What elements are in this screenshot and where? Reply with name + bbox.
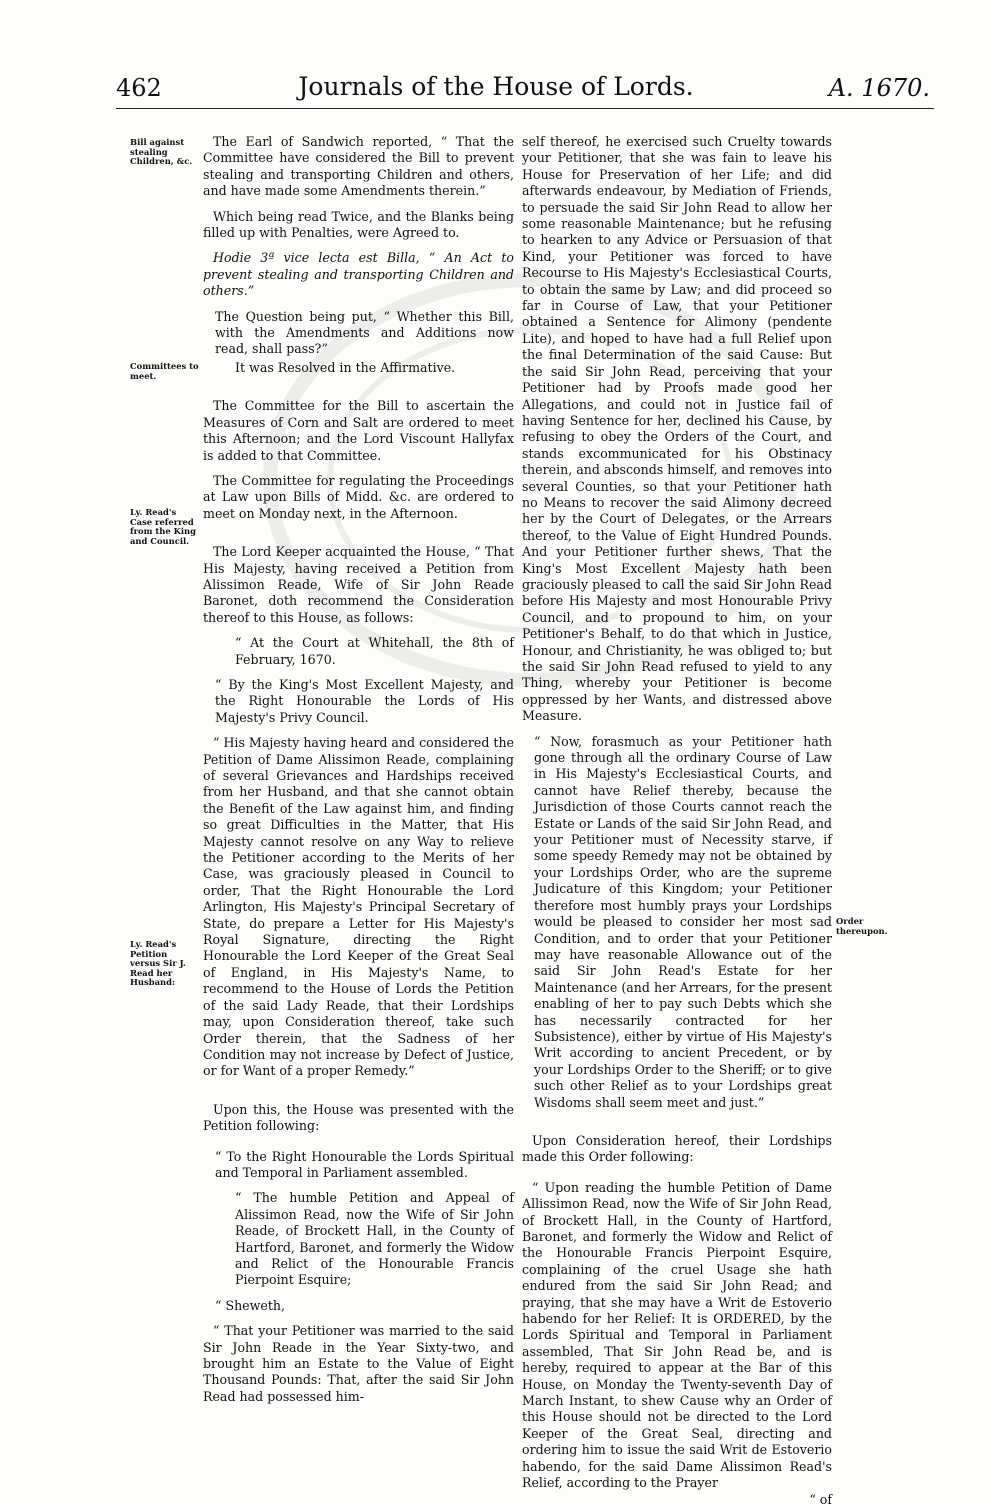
paragraph: self thereof, he exercised such Cruelty towards your Petitioner, that she was fain to leave his House for Preservation of her Life; and did afterwards endeavour, by Mediation of Friends, to persuade the said Sir John Read to allow her some reasonable Maintenance; but he refusing to hearken to any Advice or Persuasion of that Kind, your Petitioner was forced to have Recourse to His Majesty's Ecclesiastical Courts, to obtain the same by Law; and did proceed so far in Course of Law, that your Petitioner obtained a Sentence for Alimony (pendente Lite), and hoped to have had a full Relief upon the final Determination of the said Cause: But the said Sir John Read, perceiving that your Petitioner had by Proofs made good her Allegations, and could not in Justice fail of having Sentence for her, declined his Cause, by refusing to obey the Orders of the Court, and stands excommunicated for his Obstinacy therein, and absconds himself, and removes into several Counties, so that your Petitioner hath no Means to recover the said Alimony decreed her by the Court of Delegates, or the Arrears thereof, to the Value of Eight Hundred Pounds. And your Petitioner further shews, That the King's Most Excellent Majesty hath been graciously pleased to call the said Sir John Read before His Majesty and most Honourable Privy Council, and to propound to him, on your Petitioner's Behalf, to do that which in Justice, Honour, and Christianity, he was obliged to; but the said Sir John Read refused to yield to any Thing, whereby your Petitioner is become oppressed by her Wants, and distressed above Measure. [522,134,832,724]
paragraph: “ Upon reading the humble Petition of Dame Allissimon Read, now the Wife of Sir John Read, of Brockett Hall, in the County of Hartford, Baronet, and formerly the Widow and Relict of the Honourable Francis Pierpoint Esquire, complaining of the cruel Usage she hath endured from the said Sir John Read; and praying, that she may have a Writ de Estoverio habendo for her Relief: It is ORDERED, by the Lords Spiritual and Temporal in Parliament assembled, That Sir John Read be, and is hereby, required to appear at the Bar of this House, on Monday the Twenty-seventh Day of March Instant, to shew Cause why an Order of this House should not be directed to the Lord Keeper of the Great Seal, directing and ordering him to issue the said Writ de Estoverio habendo, for the said Dame Alissimon Read's Relief, according to the Prayer [522,1179,832,1491]
margin-note-committees: Committees to meet. [130,361,199,381]
paragraph: “ That your Petitioner was married to the said Sir John Reade in the Year Sixty-two, and brought him an Estate to the Value of Eight Thousand Pounds: That, after the said Sir John Read had possessed him- [203,1323,514,1404]
margin-note-bill: Bill against stealing Children, &c. [130,137,193,167]
header-rule [116,108,934,109]
paragraph: The Committee for regulating the Proceedings at Law upon Bills of Midd. &c. are ordered to meet on Monday next, in the Afternoon. [203,472,514,521]
page-year: A. 1670. [828,74,930,102]
paragraph: Hodie 3ª vice lecta est Billa, “ An Act to prevent stealing and transporting Children and others.” [203,250,514,299]
paragraph: “ Sheweth, [215,1297,286,1313]
margin-note-order: Order thereupon. [836,916,888,936]
paragraph: The Lord Keeper acquainted the House, “ That His Majesty, having received a Petition from Alissimon Reade, Wife of Sir John Reade Baronet, doth recommend the Consideration thereof to this House, as follows: [203,544,514,625]
paragraph: The Committee for the Bill to ascertain the Measures of Corn and Salt are ordered to meet this Afternoon; and the Lord Viscount Hallyfax is added to that Committee. [203,398,514,463]
paragraph: The Earl of Sandwich reported, “ That the Committee have considered the Bill to prevent stealing and transporting Children and others, and have made some Amendments therein.” [203,134,514,199]
paragraph: The Question being put, “ Whether this Bill, with the Amendments and Additions now read, shall pass?” [215,308,514,357]
margin-note-case: Ly. Read's Case referred from the King and Council. [130,507,196,546]
paragraph: “ Now, forasmuch as your Petitioner hath gone through all the ordinary Course of Law in His Majesty's Ecclesiastical Courts, and cannot have Relief thereby, because the Jurisdiction of those Courts cannot reach the Estate or Lands of the said Sir John Read, and your Petitioner must of Necessity starve, if some speedy Remedy may not be obtained by your Lordships Order, who are the supreme Judicature of this Kingdom; your Petitioner therefore most humbly prays your Lordships would be pleased to consider her most sad Condition, and to order that your Petitioner may have reasonable Allowance out of the said Sir John Read's Estate for her Maintenance (and her Arrears, for the present enabling of her to pay such Debts which she has necessarily contracted for her Subsistence), either by virtue of His Majesty's Writ according to ancient Precedent, or by your Lordships Order to the Sheriff; or to give such other Relief as to your Lordships great Wisdoms shall seem meet and just.” [534,733,832,1110]
paragraph: “ His Majesty having heard and considered the Petition of Dame Alissimon Reade, complaining of several Grievances and Hardships received from her Husband, and that she cannot obtain the Benefit of the Law against him, and finding so great Difficulties in the Matter, that His Majesty cannot resolve on any Way to relieve the Petitioner according to the Merits of her Case, was graciously pleased in Council to order, That the Right Honourable the Lord Arlington, His Majesty's Principal Secretary of State, do prepare a Letter for His Majesty's Royal Signature, directing the Right Honourable the Lord Keeper of the Great Seal of England, in His Majesty's Name, to recommend to the House of Lords the Petition of the said Lady Reade, that their Lordships may, upon Consideration thereof, take such Order therein, that the Sadness of her Condition may not increase by Defect of Justice, or for Want of a proper Remedy.” [203,735,515,1079]
paragraph: “ The humble Petition and Appeal of Alissimon Read, now the Wife of Sir John Reade, of Brockett Hall, in the County of Hartford, Baronet, and formerly the Widow and Relict of the Honourable Francis Pierpoint Esquire; [235,1190,514,1288]
margin-note-petition: Ly. Read's Petition versus Sir J. Read her Husband: [130,939,186,988]
left-column [203,134,514,1414]
paragraph: Upon this, the House was presented with the Petition following: [203,1101,514,1134]
paragraph: Upon Consideration hereof, their Lordships made this Order following: [522,1132,832,1165]
paragraph: “ By the King's Most Excellent Majesty, and the Right Honourable the Lords of His Majesty's Privy Council. [215,676,514,725]
catchword: “ of [809,1491,832,1507]
page-title: Journals of the House of Lords. [298,72,694,101]
right-column [522,134,832,1508]
paragraph: “ At the Court at Whitehall, the 8th of February, 1670. [235,635,514,667]
paragraph: Which being read Twice, and the Blanks being filled up with Penalties, were Agreed to. [203,208,514,241]
page-number: 462 [116,74,162,102]
paragraph: “ To the Right Honourable the Lords Spiritual and Temporal in Parliament assembled. [215,1148,514,1180]
paragraph: It was Resolved in the Affirmative. [235,359,456,375]
